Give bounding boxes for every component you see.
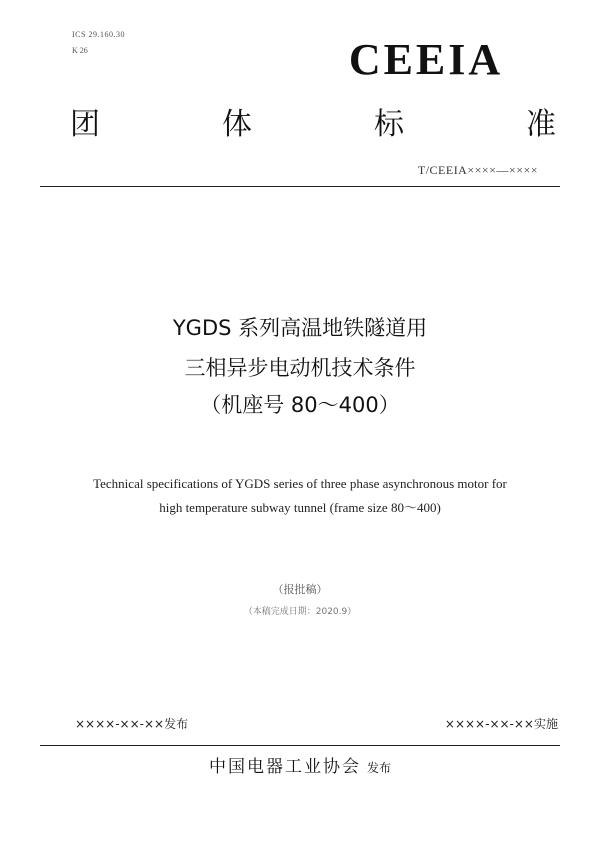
standard-type-char-4: 准: [526, 107, 556, 142]
title-en-line-1: Technical specifications of YGDS series of three phase asynchronous motor for: [93, 476, 507, 491]
issue-date: ××××-××-××发布: [75, 717, 189, 731]
standard-type-heading: [70, 108, 556, 141]
publish-verb: 发布: [366, 761, 391, 775]
ccs-code: K 26: [72, 46, 88, 55]
title-cn-line-3: （机座号 80～400）: [200, 393, 400, 417]
publisher-name: 中国电器工业协会: [208, 757, 361, 777]
publisher-line: [0, 752, 600, 777]
standard-number: T/CEEIA××××—××××: [417, 163, 538, 177]
ics-code: ICS 29.160.30: [72, 30, 125, 39]
bottom-divider: [40, 745, 560, 746]
title-cn-line-1: YGDS 系列高温地铁隧道用: [172, 316, 428, 340]
standard-type-char-1: 团: [70, 107, 100, 142]
title-cn-line-2: 三相异步电动机技术条件: [184, 356, 416, 380]
ceeia-logo: CEEIA: [348, 35, 504, 84]
draft-stage: （报批稿）: [272, 583, 328, 596]
completion-date: （本稿完成日期：2020.9）: [243, 607, 357, 617]
standard-type-char-3: 标: [374, 107, 404, 142]
standard-type-char-2: 体: [222, 107, 252, 142]
top-divider: [40, 186, 560, 187]
implementation-date: ××××-××-××实施: [444, 717, 558, 731]
title-en-line-2: high temperature subway tunnel (frame size 80～400): [159, 500, 441, 515]
